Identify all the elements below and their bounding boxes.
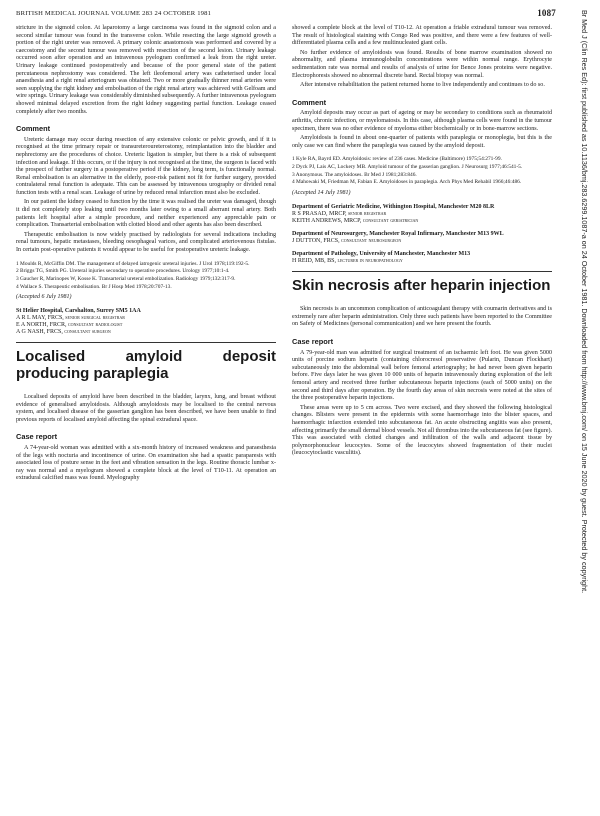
intro-paragraph: No further evidence of amyloidosis was found. Results of bone marrow examination showed no abnormality, and plasma immunoglobulin concentrations were within normal range. Erythrocyte sedimentation rate was normal and results of analysis of urine for Bence Jones proteins were negative. Electrophoresis showed no abnormal discrete band. Rectal biopsy was normal. — [292, 49, 552, 79]
reference-item: 2 Dyck PJ, Lais AC, Lockery MB. Amyloid tumour of the gasserian ganglion. J Neurosurg 1977;46:541-5. — [292, 164, 523, 171]
comment-paragraph: Amyloid deposits may occur as part of ageing or may be secondary to conditions such as rheumatoid arthritis, chronic infection, or myelomatosis. In this case, although plasma cells were found in the tumour specimen, there was no other evidence of myeloma either biochemically or in bone-marrow sections. — [292, 110, 552, 132]
article-paragraph: Skin necrosis is an uncommon complication of anticoagulant therapy with coumarin derivatives and is extremely rare after heparin administration. Only three such patients have been reported to the Committee on Safety of Medicines (personal communication) and we here present the fourth. — [292, 306, 552, 328]
article-paragraph: Localised deposits of amyloid have been described in the bladder, larynx, lung, and breast without evidence of generalised amyloidosis. Although amyloidosis may be localised to the central nervous system, and localised disease of the gasserian ganglion has been described, we have been unable to find previous reports of localised amyloid affecting the spinal extradural space. — [16, 394, 276, 423]
comment-paragraph: Ureteric damage may occur during resection of any extensive colonic or pelvic growth, and if it is recognised at the time primary repair or transureteroureterostomy, reimplantation into the bladder and nephrectomy are the procedures of choice. Ureteric ligation is simpler, but there is a risk of subsequent infection and leakage. If this occurs, or if the injury is not recognised at the time, the surgeon is faced with the prospect of further surgery in a postoperative period if the kidney, long term, is functionally normal. Renal embolisation is an alternative in the elderly, poor-risk patient not fit for further surgery, provided contralateral renal function is adequate. This can be assessed by intravenous urography or divided renal function tests with a renal scan. Leakage of urine by reduced renal infarction must also be excluded. — [16, 136, 276, 196]
reference-item: 3 Anonymous. The amyloidoses. Br Med J 1981;283:846. — [292, 171, 417, 178]
reference-item: 3 Gaucher R, Marinopes W, Kosse K. Transarterial ureteral embolization. Radiology 1979;132:317-9. — [16, 276, 236, 283]
left-column — [16, 25, 276, 485]
reference-list — [16, 261, 276, 291]
author: E A NORTH, FRCR, consultant radiologist — [16, 322, 123, 329]
download-notice: Br Med J (Clin Res Ed): first published as 10.1136/bmj.283.6299.1087-a on 24 October 1981. Downloaded from http://www.bmj.com/ on 15 June 2020 by guest. Protected by copyright. — [580, 10, 589, 594]
comment-paragraph: In our patient the kidney ceased to function by the time it was realised the ureter was damaged, though it did not completely stop leaking until two months later owing to a small aberrant renal artery. Both patients left hospital after a simple procedure, and neither experienced any appreciable pain or complication. Transarterial embolisation with clotted blood and other agents has also been described. — [16, 199, 276, 229]
author-affiliation — [16, 308, 276, 336]
case-paragraph: These areas were up to 5 cm across. Two were excised, and they showed the following histological changes. Blisters were present in the epidermis with some haemorrhage into the blister spaces, and haemorrhagic infarction extended into subcutaneous fat. An acute obstructing angiitis was also present, affecting primarily the small dermal blood vessels. Not all thrombus into the subcutaneous fat (see figure). This was associated with clotted changes and infiltration of the walls and adjacent tissue by polymorphonuclear leucocytes. Some of the leucocytes showed fragmentation of their nuclei (leucocytoclastic vasculitis). — [292, 404, 552, 457]
case-report-heading: Case report — [292, 337, 334, 346]
comment-paragraph: Amyloidosis is found in about one-quarter of patients with paraplegia or monoplegia, but this is the only case we can find where the paraplegia was caused by the amyloid deposit. — [292, 135, 552, 149]
reference-item: 4 Mahowaki M, Friedman M, Fabian E. Amyloidoses in paraplegia. Arch Phys Med Rehabil 1966;46:486. — [292, 179, 522, 186]
page-number: 1087 — [537, 8, 556, 18]
author-affiliation — [292, 204, 552, 225]
article-title: Localised amyloid deposit producing paraplegia — [16, 348, 276, 382]
reference-item: 2 Briggs TG, Smith PG. Ureteral injuries secondary to operative procedures. Urology 1977;10:1-4. — [16, 268, 230, 275]
divider — [16, 342, 276, 343]
intro-paragraph: After intensive rehabilitation the patient returned home to live independently and continues to do so. — [300, 82, 545, 89]
comment-paragraph: Therapeutic embolisation is now widely practised by radiologists for several indications including renal tumours, hepatic metastases, bleeding oesophageal varices, and complicated arteriovenous fistulas. In certain post-operative patients it would appear to be useful for postoperative ureteric leakage. — [16, 231, 276, 254]
institution: St Helier Hospital, Carshalton, Surrey SM5 1AA — [16, 308, 141, 315]
institution: Department of Neurosurgery, Manchester Royal Infirmary, Manchester M13 9WL — [292, 230, 504, 237]
author: H REID, MB, BS, lecturer in neuropathology — [292, 257, 403, 264]
comment-heading: Comment — [16, 124, 51, 134]
author: R S PRASAD, MRCP, senior registrar — [292, 210, 387, 217]
copyright-sidebar — [579, 10, 593, 810]
accepted-date: (Accepted 14 July 1981) — [292, 190, 351, 197]
running-header — [16, 8, 556, 22]
accepted-date: (Accepted 6 July 1981) — [16, 294, 72, 301]
author: KEITH ANDREWS, MRCP, consultant geriatrician — [292, 217, 419, 224]
comment-heading: Comment — [292, 97, 327, 107]
author: A G NASH, FRCS, consultant surgeon — [16, 329, 111, 336]
case-paragraph: A 79-year-old man was admitted for surgical treatment of an ischaemic left foot. He was given 5000 units of porcine sodium heparin (containing chlorocresol preservative (Pularin, Duncan Flockhart) subcutaneously into the abdominal wall before femoral arteriography; he had never been given heparin before. Five days later he was given 10 000 units of heparin intravenously during exploration of the left femoral artery and received three further subcutaneous heparin injections (each of 5000 units) on the second and third days after operation. By the fourth day areas of skin necrosis were noted at the sites of the three postoperative heparin injections. — [292, 349, 552, 402]
author: A R L MAY, FRCS, senior surgical registrar — [16, 315, 125, 322]
intro-paragraph: showed a complete block at the level of T10-12. At operation a friable extradural tumour was removed. The result of histological staining with Congo Red was positive, and there were a few features of well-differentiated plasma cells and a few multinucleated giant cells. — [292, 25, 552, 47]
journal-header: BRITISH MEDICAL JOURNAL VOLUME 283 24 OCTOBER 1981 — [16, 10, 212, 17]
divider — [292, 271, 552, 272]
intro-paragraph: stricture in the sigmoid colon. At laparotomy a large carcinoma was found in the sigmoid colon and a second similar tumour was found in the transverse colon. While resecting the large sigmoid growth a portion of the right ureter was removed. A primary colonic anastomosis was performed and covered by a caecostomy and the second tumour was removed with resection of the second lesion. Urinary leakage occurred soon after operation and an intravenous pyelogram confirmed a leak from the right ureter. Urinary leakage continued postoperatively and because of the poor general state of the patient percutaneous nephrostomy was considered. The left ileofemoral artery was catheterised under local anaesthesia and a right renal arteriogram was obtained. Two or more gradually thinner renal arteries were seen supplying the right kidney and embolisation of the right renal artery was achieved with Gelfoam and wire springs. Urinary leakage was considerably diminished subsequently. A further intravenous pyelogram showed minimal delayed excretion from the right kidney suggesting partial function. Leakage ceased completely after two months. — [16, 25, 276, 115]
institution: Department of Geriatric Medicine, Withington Hospital, Manchester M20 8LR — [292, 203, 495, 210]
author-affiliation — [292, 251, 552, 265]
article-title: Skin necrosis after heparin injection — [292, 276, 551, 294]
reference-item: 4 Wallace S. Therapeutic embolisation. Br J Hosp Med 1978;20:707-13. — [16, 283, 172, 290]
case-paragraph: A 74-year-old woman was admitted with a six-month history of increased weakness and paraesthesia of the legs with nocturia and incontinence of urine. On examination she had a spastic paraparesis with associated loss of posture sense in the feet and vibration sensation in the legs. Routine thoracic lumbar x-ray was normal and a myelogram showed a complete block at the level of T10-11. At operation an extradural calcified mass was found. Myelography — [16, 445, 276, 482]
reference-item: 1 Kyle RA, Bayrd ED. Amyloidosis: review of 236 cases. Medicine (Baltimore) 1975;54:271-99. — [292, 156, 502, 163]
right-column — [292, 25, 552, 460]
institution: Department of Pathology, University of Manchester, Manchester M13 — [292, 250, 471, 257]
case-report-heading: Case report — [16, 432, 58, 442]
reference-list — [292, 156, 552, 186]
author-affiliation — [292, 231, 552, 245]
author: J DUTTON, FRCS, consultant neurosurgeon — [292, 237, 402, 244]
reference-item: 1 Moulds R, McGiffin DM. The management of delayed iatrogenic ureteral injuries. J Urol 1978;119:192-5. — [16, 260, 250, 267]
